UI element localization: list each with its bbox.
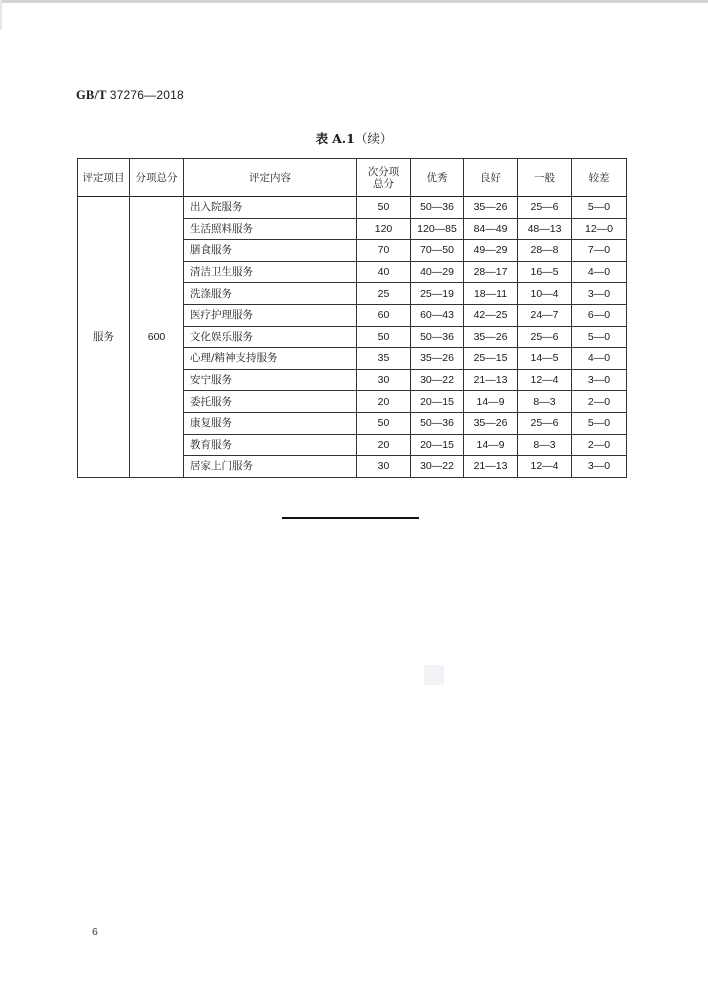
standard-code-number: 37276—2018	[109, 88, 184, 102]
table-title-id: A.1	[332, 131, 355, 146]
scan-top-edge	[0, 0, 708, 3]
end-of-document-rule	[282, 517, 419, 519]
column-header-good: 良好	[464, 159, 518, 197]
good-cell: 14—9	[464, 391, 518, 413]
sub-total-cell: 30	[357, 369, 411, 391]
content-cell: 心理/精神支持服务	[184, 348, 357, 370]
content-cell: 委托服务	[184, 391, 357, 413]
average-cell: 8—3	[518, 391, 572, 413]
sub-total-cell: 50	[357, 412, 411, 434]
column-header-total: 分项总分	[130, 159, 184, 197]
sub-total-cell: 35	[357, 348, 411, 370]
excellent-cell: 35—26	[411, 348, 464, 370]
good-cell: 84—49	[464, 218, 518, 240]
scan-left-edge	[0, 0, 2, 30]
excellent-cell: 60—43	[411, 304, 464, 326]
average-cell: 25—6	[518, 412, 572, 434]
poor-cell: 3—0	[572, 369, 627, 391]
average-cell: 16—5	[518, 261, 572, 283]
content-cell: 出入院服务	[184, 197, 357, 219]
table-title-suffix: （续）	[354, 131, 393, 146]
column-header-sub-total-line2: 总分	[373, 177, 394, 190]
poor-cell: 4—0	[572, 261, 627, 283]
table-row	[78, 197, 627, 219]
poor-cell: 5—0	[572, 197, 627, 219]
content-cell: 生活照料服务	[184, 218, 357, 240]
column-header-poor: 较差	[572, 159, 627, 197]
good-cell: 18—11	[464, 283, 518, 305]
sub-total-cell: 50	[357, 197, 411, 219]
content-cell: 清洁卫生服务	[184, 261, 357, 283]
average-cell: 12—4	[518, 456, 572, 478]
column-header-content: 评定内容	[184, 159, 357, 197]
group-total-cell: 600	[130, 197, 184, 478]
excellent-cell: 50—36	[411, 326, 464, 348]
content-cell: 膳食服务	[184, 240, 357, 262]
column-header-excellent: 优秀	[411, 159, 464, 197]
sub-total-cell: 60	[357, 304, 411, 326]
good-cell: 28—17	[464, 261, 518, 283]
content-cell: 教育服务	[184, 434, 357, 456]
good-cell: 14—9	[464, 434, 518, 456]
average-cell: 8—3	[518, 434, 572, 456]
excellent-cell: 30—22	[411, 456, 464, 478]
sub-total-cell: 50	[357, 326, 411, 348]
poor-cell: 5—0	[572, 326, 627, 348]
excellent-cell: 50—36	[411, 197, 464, 219]
content-cell: 文化娱乐服务	[184, 326, 357, 348]
good-cell: 21—13	[464, 456, 518, 478]
poor-cell: 12—0	[572, 218, 627, 240]
poor-cell: 3—0	[572, 283, 627, 305]
table-header-row	[78, 159, 627, 197]
content-cell: 安宁服务	[184, 369, 357, 391]
poor-cell: 4—0	[572, 348, 627, 370]
excellent-cell: 20—15	[411, 391, 464, 413]
poor-cell: 2—0	[572, 434, 627, 456]
scan-artifact	[424, 665, 444, 685]
poor-cell: 5—0	[572, 412, 627, 434]
excellent-cell: 120—85	[411, 218, 464, 240]
content-cell: 医疗护理服务	[184, 304, 357, 326]
good-cell: 35—26	[464, 326, 518, 348]
sub-total-cell: 30	[357, 456, 411, 478]
column-header-average: 一般	[518, 159, 572, 197]
average-cell: 24—7	[518, 304, 572, 326]
average-cell: 10—4	[518, 283, 572, 305]
average-cell: 25—6	[518, 326, 572, 348]
average-cell: 14—5	[518, 348, 572, 370]
sub-total-cell: 120	[357, 218, 411, 240]
evaluation-table	[77, 158, 627, 478]
average-cell: 28—8	[518, 240, 572, 262]
sub-total-cell: 20	[357, 391, 411, 413]
column-header-sub-total-line1: 次分项	[367, 165, 400, 178]
excellent-cell: 25—19	[411, 283, 464, 305]
content-cell: 居家上门服务	[184, 456, 357, 478]
content-cell: 康复服务	[184, 412, 357, 434]
excellent-cell: 30—22	[411, 369, 464, 391]
sub-total-cell: 20	[357, 434, 411, 456]
average-cell: 12—4	[518, 369, 572, 391]
content-cell: 洗涤服务	[184, 283, 357, 305]
excellent-cell: 70—50	[411, 240, 464, 262]
column-header-item: 评定项目	[78, 159, 130, 197]
poor-cell: 6—0	[572, 304, 627, 326]
group-item-cell: 服务	[78, 197, 130, 478]
poor-cell: 7—0	[572, 240, 627, 262]
good-cell: 21—13	[464, 369, 518, 391]
sub-total-cell: 25	[357, 283, 411, 305]
standard-code	[76, 88, 184, 103]
good-cell: 49—29	[464, 240, 518, 262]
average-cell: 48—13	[518, 218, 572, 240]
average-cell: 25—6	[518, 197, 572, 219]
poor-cell: 2—0	[572, 391, 627, 413]
good-cell: 25—15	[464, 348, 518, 370]
excellent-cell: 40—29	[411, 261, 464, 283]
page-number: 6	[92, 926, 98, 938]
table-title	[0, 129, 708, 147]
sub-total-cell: 70	[357, 240, 411, 262]
standard-code-prefix: GB/T	[76, 88, 107, 102]
excellent-cell: 20—15	[411, 434, 464, 456]
sub-total-cell: 40	[357, 261, 411, 283]
good-cell: 35—26	[464, 412, 518, 434]
poor-cell: 3—0	[572, 456, 627, 478]
table-title-prefix: 表	[315, 131, 329, 146]
excellent-cell: 50—36	[411, 412, 464, 434]
good-cell: 42—25	[464, 304, 518, 326]
good-cell: 35—26	[464, 197, 518, 219]
column-header-sub-total	[357, 159, 411, 197]
